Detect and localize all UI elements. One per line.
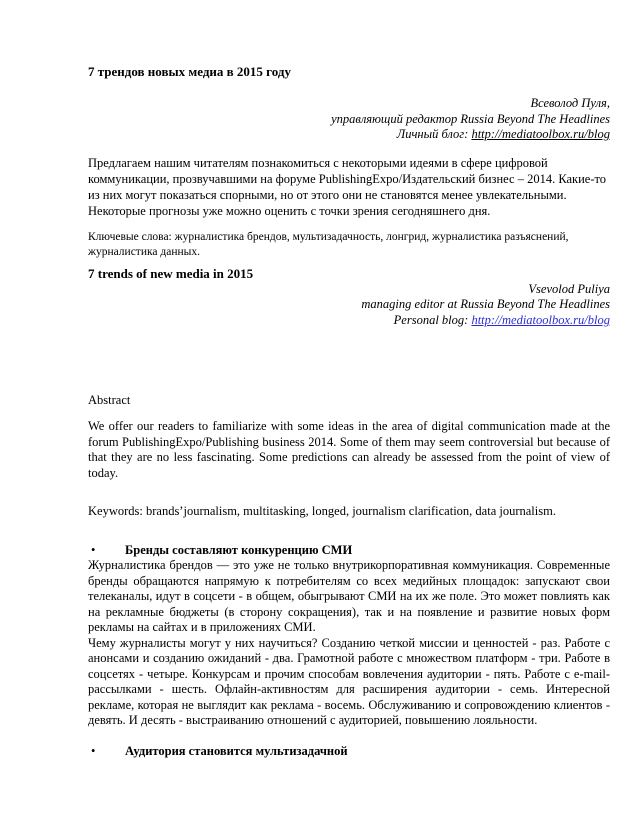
section-brands-compete: [88, 542, 610, 729]
en-abstract-paragraph: We offer our readers to familiarize with some ideas in the area of digital communication made at the forum PublishingExpo/Publishing business 2014. Some of them may seem controversial but because of that they are no less fascinating. Some predictions can already be assessed from the point of view of today.: [88, 419, 610, 480]
en-author-name: Vsevolod Puliya: [528, 281, 610, 296]
ru-author-name: Всеволод Пуля,: [530, 96, 610, 110]
section-heading-row: [88, 743, 610, 759]
abstract-heading: Abstract: [88, 393, 131, 407]
en-author-blog-line: [88, 313, 610, 329]
brands-paragraph-2: Чему журналисты могут у них научиться? Созданию четкой миссии и ценностей - раз. Работе с анонсами и созданию ожиданий - два. Грамотной работе с множеством платформ - три. Работе в соцсетях - четыре. Конкурсам и прочим способам вовлечения аудитории - пять. Работе с e-mail-рассылками - шесть. Офлайн-активностям для расширения аудитории - семь. Интересной рекламе, которая не выглядит как реклама - восемь. Обслуживанию и сопровождению клиентов - девять. И десять - выстраиванию отношений с аудиторией, повышению лояльности.: [88, 635, 610, 727]
en-blog-link[interactable]: http://mediatoolbox.ru/blog: [471, 312, 610, 327]
section-heading-row: [88, 542, 610, 558]
ru-blog-label: Личный блог:: [396, 127, 472, 141]
section-heading-multitasking: Аудитория становится мультизадачной: [125, 743, 348, 758]
bullet-icon: •: [91, 543, 96, 557]
section-heading-brands: Бренды составляют конкуренцию СМИ: [125, 543, 353, 557]
ru-title: 7 трендов новых медиа в 2015 году: [88, 64, 291, 79]
en-blog-label: Personal blog:: [393, 312, 472, 327]
ru-author-block: [88, 96, 610, 143]
bullet-icon: •: [91, 743, 96, 758]
ru-intro-paragraph: Предлагаем нашим читателям познакомиться с некоторыми идеями в сфере цифровой коммуникации, прозвучавшими на форуме PublishingExpo/Издательский бизнес – 2014. Какие-то из них могут показаться спорными, но от этого они не становятся менее увлекательными. Некоторые прогнозы уже можно оценить с точки зрения сегодняшнего дня.: [88, 155, 607, 218]
en-keywords: Keywords: brands’journalism, multitasking, longed, journalism clarification, data journalism.: [88, 504, 556, 518]
en-title: 7 trends of new media in 2015: [88, 265, 254, 281]
section-audience-multitasking: [88, 743, 610, 759]
ru-author-role: управляющий редактор Russia Beyond The Headlines: [331, 111, 610, 126]
ru-keywords: Ключевые слова: журналистика брендов, мультизадачность, лонгрид, журналистика разъяснений, журналистика данных.: [88, 230, 569, 258]
brands-paragraph-1: Журналистика брендов — это уже не только внутрикорпоративная коммуникация. Современные бренды обращаются напрямую к потребителям со всех медийных площадок: запускают свои телеканалы, идут в соцсети - в общем, обыгрывают СМИ на их же поле. Это может повлиять как на рекламные бюджеты (в сторону сокращения), так и на появление и развитие новых форм рекламы на сайтах и в приложениях СМИ.: [88, 558, 610, 634]
en-author-block: [88, 282, 610, 329]
ru-blog-link[interactable]: http://mediatoolbox.ru/blog: [471, 127, 610, 141]
ru-author-blog-line: [88, 127, 610, 143]
en-author-role: managing editor at Russia Beyond The Headlines: [361, 297, 610, 311]
